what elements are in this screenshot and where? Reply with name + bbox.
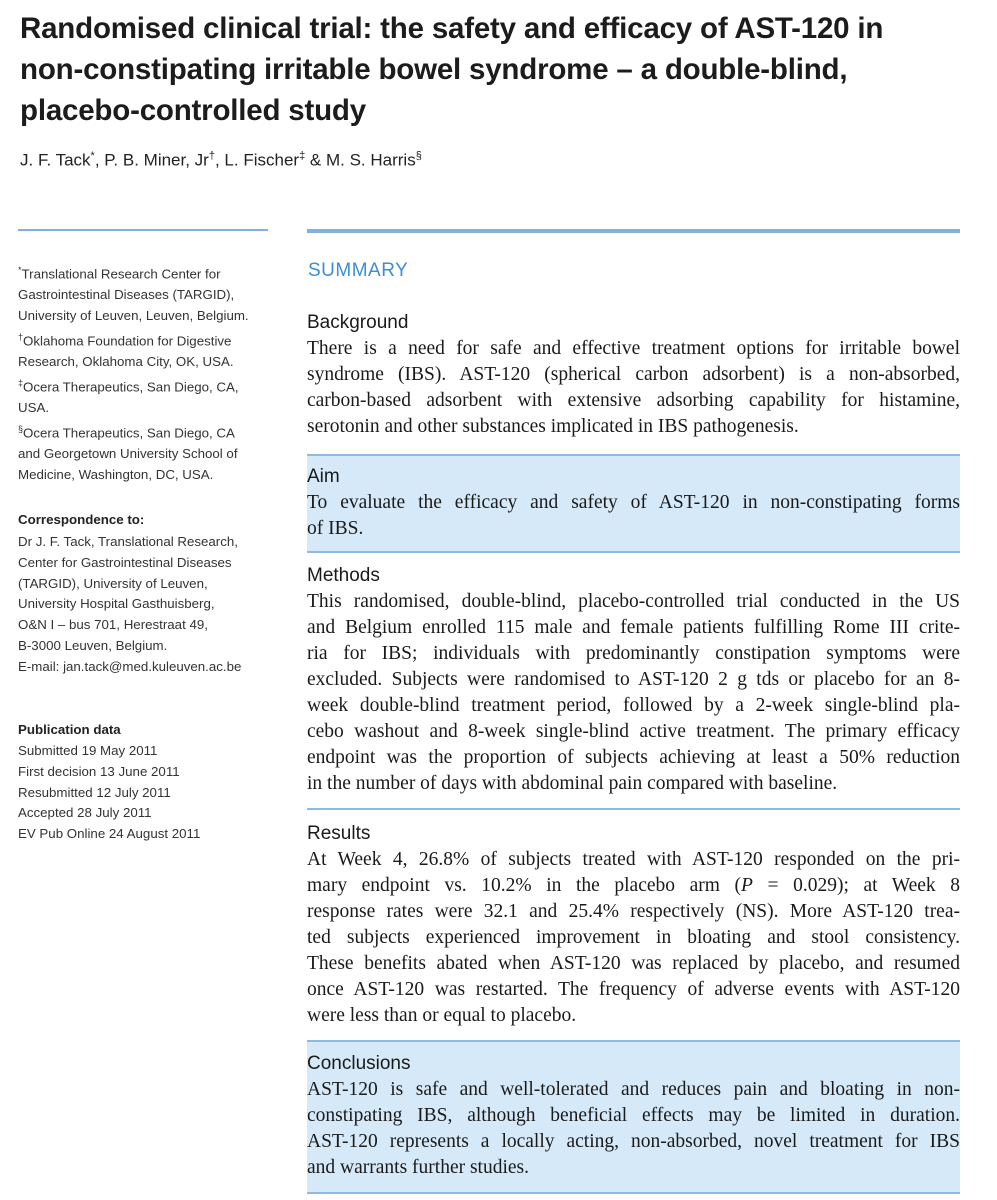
p-value-symbol: P (741, 875, 753, 896)
section-heading: Methods (307, 565, 380, 586)
title-line: placebo-controlled study (20, 94, 366, 127)
body-line: once AST-120 was restarted. The frequency of adverse events with AST-120 (307, 979, 960, 1000)
section-body (307, 589, 960, 797)
correspondence-line: B-3000 Leuven, Belgium. (18, 637, 168, 653)
article-title (20, 8, 980, 131)
author-separator: , (94, 150, 105, 170)
publication-line: Submitted 19 May 2011 (18, 743, 158, 758)
section-aim (307, 456, 960, 551)
body-line: endpoint was the proportion of subjects achieving at least a 50% reduction (307, 747, 960, 768)
correspondence-email: E-mail: jan.tack@med.kuleuven.ac.be (18, 658, 242, 674)
section-divider (307, 1192, 960, 1194)
publication-heading: Publication data (18, 722, 121, 737)
body-line: carbon-based adsorbent with extensive adsorbing capability for histamine, (307, 390, 960, 411)
affiliation-mark: * (18, 265, 22, 275)
affiliation-line: Research, Oklahoma City, OK, USA. (18, 354, 234, 370)
section-divider (307, 551, 960, 553)
author-separator: & (305, 150, 326, 170)
section-body (307, 847, 960, 1029)
author-name: L. Fischer (224, 150, 300, 170)
body-line: cebo washout and 8-week single-blind active treatment. The primary efficacy (307, 721, 960, 742)
body-line: constipating IBS, although beneficial effects may be limited in duration. (307, 1105, 960, 1126)
affiliation-mark: ‡ (18, 377, 24, 388)
body-line: At Week 4, 26.8% of subjects treated with AST-120 responded on the pri- (307, 849, 960, 870)
publication-line: EV Pub Online 24 August 2011 (18, 826, 201, 842)
section-body (307, 1077, 960, 1181)
publication-block (18, 741, 278, 845)
body-line: mary endpoint vs. 10.2% in the placebo arm (P = 0.029); at Week 8 (307, 875, 960, 896)
section-heading: Results (307, 823, 371, 844)
author-separator: , (214, 150, 225, 170)
author-list (20, 150, 422, 171)
title-line: Randomised clinical trial: the safety and efficacy of AST-120 in (20, 12, 884, 45)
correspondence-heading: Correspondence to: (18, 512, 145, 527)
body-line: ted subjects experienced improvement in bloating and stool consistency. (307, 927, 960, 948)
author-mark: * (90, 150, 95, 162)
affiliation-line: †Oklahoma Foundation for Digestive (18, 331, 232, 349)
section-conclusions (307, 1042, 960, 1192)
section-body (307, 336, 960, 440)
body-line: of IBS. (307, 518, 364, 539)
author-name: M. S. Harris (325, 150, 416, 170)
body-line: and Belgium enrolled 115 male and female patients fulfilling Rome III crite- (307, 617, 960, 638)
author-mark: ‡ (299, 150, 306, 162)
body-line: week double-blind treatment period, followed by a 2-week single-blind pla- (307, 695, 960, 716)
affiliation-line: University of Leuven, Leuven, Belgium. (18, 308, 249, 324)
body-line: AST-120 is safe and well-tolerated and reduces pain and bloating in non- (307, 1079, 960, 1100)
affiliation-line: Gastrointestinal Diseases (TARGID), (18, 287, 235, 303)
body-line: and warrants further studies. (307, 1157, 530, 1178)
body-line: syndrome (IBS). AST-120 (spherical carbon adsorbent) is a non-absorbed, (307, 364, 960, 385)
body-line: AST-120 represents a locally acting, non-absorbed, novel treatment for IBS (307, 1131, 960, 1152)
author-mark: § (415, 150, 422, 162)
correspondence-line: Center for Gastrointestinal Diseases (18, 554, 232, 570)
body-line: excluded. Subjects were randomised to AST-120 2 g tds or placebo for an 8- (307, 669, 960, 690)
correspondence-block (18, 532, 278, 678)
publication-line: First decision 13 June 2011 (18, 763, 180, 779)
body-line: There is a need for safe and effective treatment options for irritable bowel (307, 338, 960, 359)
summary-top-rule (307, 229, 960, 233)
affiliation-mark: § (18, 423, 24, 434)
body-line: ria for IBS; individuals with predominantly constipation symptoms were (307, 643, 960, 664)
affiliation-line: USA. (18, 400, 50, 416)
publication-line: Resubmitted 12 July 2011 (18, 784, 171, 800)
affiliations (18, 260, 278, 486)
section-heading: Aim (307, 466, 340, 487)
summary-heading: SUMMARY (308, 260, 409, 281)
author-name: J. F. Tack (20, 150, 91, 170)
section-body (307, 490, 960, 542)
affiliation-mark: † (18, 331, 24, 342)
affiliation-line: ‡Ocera Therapeutics, San Diego, CA, (18, 377, 239, 395)
section-divider (307, 808, 960, 810)
affiliation-line: Medicine, Washington, DC, USA. (18, 466, 214, 482)
body-line: in the number of days with abdominal pain compared with baseline. (307, 773, 838, 794)
body-line: These benefits abated when AST-120 was replaced by placebo, and resumed (307, 953, 960, 974)
correspondence-line: Dr J. F. Tack, Translational Research, (18, 534, 238, 549)
body-line: response rates were 32.1 and 25.4% respectively (NS). More AST-120 trea- (307, 901, 960, 922)
section-results (307, 820, 960, 1029)
author-name: P. B. Miner, Jr (104, 150, 209, 170)
section-methods (307, 562, 960, 797)
body-line: were less than or equal to placebo. (307, 1005, 577, 1026)
author-mark: † (208, 150, 215, 162)
body-line: serotonin and other substances implicated in IBS pathogenesis. (307, 416, 799, 437)
affiliation-line: §Ocera Therapeutics, San Diego, CA (18, 423, 235, 441)
affiliation-line: *Translational Research Center for (18, 265, 221, 282)
affiliation-line: and Georgetown University School of (18, 446, 238, 462)
body-line: This randomised, double-blind, placebo-controlled trial conducted in the US (307, 591, 960, 612)
publication-line: Accepted 28 July 2011 (18, 805, 152, 821)
correspondence-line: (TARGID), University of Leuven, (18, 575, 208, 591)
section-heading: Background (307, 312, 409, 333)
body-line: To evaluate the efficacy and safety of AST-120 in non-constipating forms (307, 492, 960, 513)
correspondence-line: O&N I – bus 701, Herestraat 49, (18, 617, 208, 633)
section-background (307, 309, 960, 440)
correspondence-line: University Hospital Gasthuisberg, (18, 596, 215, 612)
section-heading: Conclusions (307, 1053, 411, 1074)
left-column-rule (18, 229, 268, 231)
title-line: non-constipating irritable bowel syndrome – a double-blind, (20, 53, 848, 86)
